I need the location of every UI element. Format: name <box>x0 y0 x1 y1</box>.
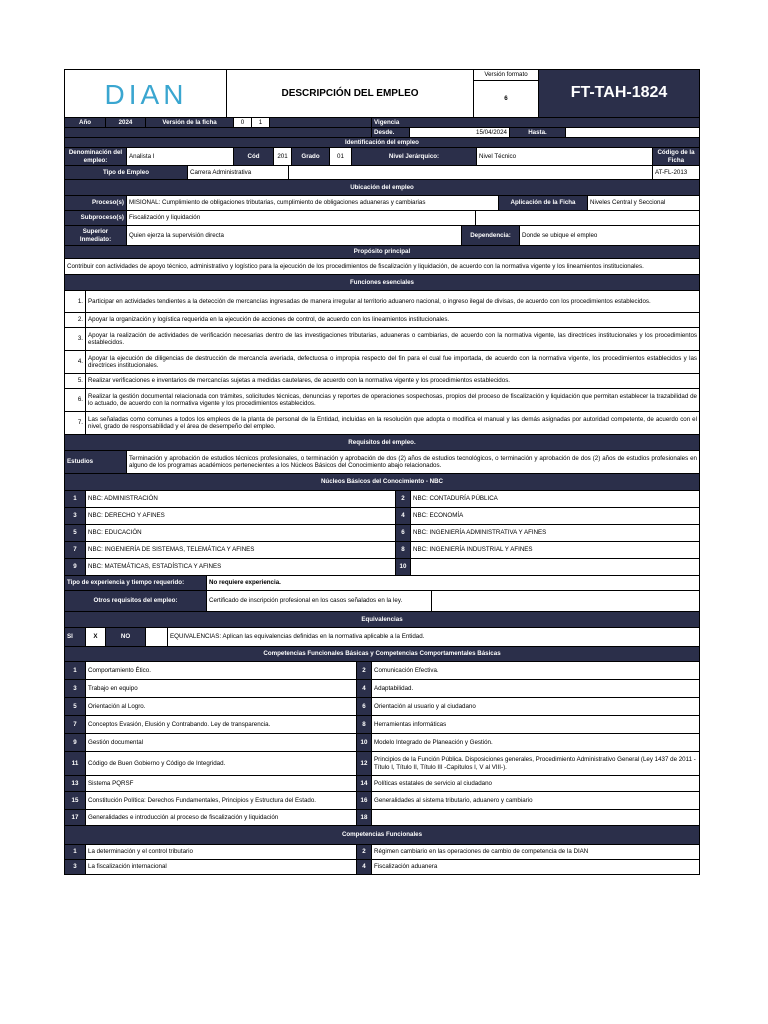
funcion-text: Apoyar la organización y logística requerida en la ejecución de acciones de control, de acuerdo con los lineamientos institucionales. <box>86 313 700 328</box>
grado-value: 01 <box>330 148 352 166</box>
funcion-number: 1. <box>64 291 86 313</box>
otros-row <box>64 591 700 612</box>
competencia-basica-row <box>64 680 700 698</box>
funcion-row <box>64 351 700 374</box>
nbc-band <box>64 474 700 491</box>
competencia-basica-text <box>372 810 700 826</box>
equivalencias-title: Equivalencias <box>64 612 700 628</box>
competencia-funcional-text: La fiscalización internacional <box>86 860 357 875</box>
competencia-funcional-row <box>64 845 700 860</box>
dependencia-label: Dependencia: <box>462 226 520 246</box>
identificacion-row-1 <box>64 148 700 166</box>
version-ficha-1: 1 <box>252 118 270 128</box>
funcion-text: Apoyar la realización de actividades de verificación necesarias dentro de las investigaciones tributarias, aduaneras o cambiarias, de acuerdo con la normativa vigente, las directrices institucionales y los procedimientos establecidos. <box>86 328 700 351</box>
competencia-funcional-text: Fiscalización aduanera <box>372 860 700 875</box>
superior-label: Superior Inmediato: <box>64 226 127 246</box>
cod-label: Cód <box>234 148 274 166</box>
funcion-row <box>64 374 700 389</box>
competencia-basica-number: 17 <box>64 810 86 826</box>
denominacion-value: Analista I <box>127 148 234 166</box>
procesos-value: MISIONAL: Cumplimiento de obligaciones tributarias, cumplimiento de obligaciones aduaneras y cambiarias <box>127 196 499 211</box>
nbc-number: 2 <box>396 491 411 508</box>
no-checkbox[interactable] <box>146 628 168 647</box>
proposito-row <box>64 259 700 275</box>
funcion-number: 5. <box>64 374 86 389</box>
nbc-text: NBC: DERECHO Y AFINES <box>86 508 396 525</box>
logo-cell <box>64 69 227 118</box>
competencias-basicas-list <box>64 662 700 826</box>
competencia-funcional-text: Régimen cambiario en las operaciones de cambio de competencia de la DIAN <box>372 845 700 860</box>
competencia-basica-number: 18 <box>357 810 372 826</box>
funciones-list <box>64 291 700 435</box>
competencia-basica-text: Constitución Política: Derechos Fundamentales, Principios y Estructura del Estado. <box>86 792 357 810</box>
competencia-basica-number: 4 <box>357 680 372 698</box>
competencia-basica-text: Código de Buen Gobierno y Código de Integridad. <box>86 752 357 776</box>
competencia-basica-row <box>64 698 700 716</box>
nbc-number: 4 <box>396 508 411 525</box>
nbc-text: NBC: ECONOMÍA <box>411 508 700 525</box>
competencia-funcional-number: 3 <box>64 860 86 875</box>
no-label: NO <box>106 628 146 647</box>
version-formato-value: 6 <box>474 81 539 118</box>
requisitos-band <box>64 435 700 451</box>
nbc-row <box>64 508 700 525</box>
competencia-funcional-text: La determinación y el control tributario <box>86 845 357 860</box>
subprocesos-value: Fiscalización y liquidación <box>127 211 476 226</box>
nivel-value: Nivel Técnico <box>477 148 653 166</box>
nbc-number: 10 <box>396 559 411 576</box>
competencia-funcional-row <box>64 860 700 875</box>
equivalencias-row <box>64 628 700 647</box>
nbc-text: NBC: INGENIERÍA INDUSTRIAL Y AFINES <box>411 542 700 559</box>
proposito-band <box>64 246 700 259</box>
procesos-label: Proceso(s) <box>64 196 127 211</box>
competencia-basica-row <box>64 792 700 810</box>
competencia-funcional-number: 4 <box>357 860 372 875</box>
cod-value: 201 <box>274 148 292 166</box>
version-formato-label: Versión formato <box>474 69 539 81</box>
nbc-text <box>411 559 700 576</box>
nbc-row <box>64 525 700 542</box>
codigo-ficha-label: Código de la Ficha <box>653 148 700 166</box>
dependencia-value: Donde se ubique el empleo <box>520 226 700 246</box>
info-spacer <box>270 118 372 128</box>
hasta-value <box>566 128 700 138</box>
info-row-1 <box>64 118 700 128</box>
competencias-funcionales-list <box>64 845 700 875</box>
competencia-basica-text: Comunicación Efectiva. <box>372 662 700 680</box>
vigencia-label: Vigencia <box>372 118 700 128</box>
svg-text:DIAN: DIAN <box>104 79 187 108</box>
proposito-title: Propósito principal <box>64 246 700 259</box>
nbc-text: NBC: EDUCACIÓN <box>86 525 396 542</box>
nbc-text: NBC: MATEMÁTICAS, ESTADÍSTICA Y AFINES <box>86 559 396 576</box>
identificacion-band <box>64 138 700 148</box>
funcion-number: 2. <box>64 313 86 328</box>
nbc-list <box>64 491 700 576</box>
nbc-number: 8 <box>396 542 411 559</box>
competencia-basica-number: 10 <box>357 734 372 752</box>
otros-value: Certificado de inscripción profesional en los casos señalados en la ley. <box>207 591 432 612</box>
subprocesos-blank <box>476 211 700 226</box>
nbc-row <box>64 542 700 559</box>
version-formato-block <box>474 69 539 118</box>
funcion-row <box>64 313 700 328</box>
nbc-number: 5 <box>64 525 86 542</box>
form-code: FT-TAH-1824 <box>539 69 700 118</box>
aplicacion-label: Aplicación de la Ficha <box>499 196 588 211</box>
anio-value: 2024 <box>106 118 146 128</box>
ubicacion-title: Ubicación del empleo <box>64 180 700 196</box>
requisitos-title: Requisitos del empleo. <box>64 435 700 451</box>
denominacion-label: Denominación del empleo: <box>64 148 127 166</box>
competencia-basica-text: Principios de la Función Pública. Disposiciones generales, Procedimiento Administrativo General (Ley 1437 de 2011 -Título I, Título II, Título III -Capítulos I, V al VIII-). <box>372 752 700 776</box>
competencia-basica-number: 5 <box>64 698 86 716</box>
nbc-text: NBC: INGENIERÍA DE SISTEMAS, TELEMÁTICA Y AFINES <box>86 542 396 559</box>
competencia-basica-row <box>64 752 700 776</box>
anio-label: Año <box>64 118 106 128</box>
nbc-text: NBC: CONTADURÍA PÚBLICA <box>411 491 700 508</box>
nbc-title: Núcleos Básicos del Conocimiento - NBC <box>64 474 700 491</box>
version-ficha-label: Versión de la ficha <box>146 118 234 128</box>
competencia-funcional-number: 2 <box>357 845 372 860</box>
funcion-number: 4. <box>64 351 86 374</box>
competencia-basica-number: 7 <box>64 716 86 734</box>
funcion-row <box>64 412 700 435</box>
funciones-band <box>64 275 700 291</box>
hasta-label: Hasta. <box>510 128 566 138</box>
funcion-text: Realizar verificaciones e inventarios de mercancías sujetas a medidas cautelares, de acuerdo con la normativa vigente y los procedimientos establecidos. <box>86 374 700 389</box>
nbc-number: 6 <box>396 525 411 542</box>
nbc-text: NBC: INGENIERÍA ADMINISTRATIVA Y AFINES <box>411 525 700 542</box>
competencia-basica-text: Gestión documental <box>86 734 357 752</box>
competencia-basica-number: 11 <box>64 752 86 776</box>
funcion-number: 3. <box>64 328 86 351</box>
otros-label: Otros requisitos del empleo: <box>64 591 207 612</box>
competencia-basica-text: Trabajo en equipo <box>86 680 357 698</box>
nbc-row <box>64 559 700 576</box>
competencia-basica-number: 9 <box>64 734 86 752</box>
nbc-text: NBC: ADMINISTRACIÓN <box>86 491 396 508</box>
desde-label: Desde. <box>372 128 410 138</box>
competencia-funcional-number: 1 <box>64 845 86 860</box>
competencia-basica-number: 8 <box>357 716 372 734</box>
competencia-basica-text: Adaptabilidad. <box>372 680 700 698</box>
nbc-number: 9 <box>64 559 86 576</box>
competencia-basica-row <box>64 734 700 752</box>
nivel-label: Nivel Jerárquico: <box>352 148 477 166</box>
experiencia-value: No requiere experiencia. <box>207 576 700 591</box>
tipo-empleo-value: Carrera Administrativa <box>188 166 289 180</box>
competencias-funcionales-title: Competencias Funcionales <box>64 826 700 845</box>
competencia-basica-row <box>64 716 700 734</box>
estudios-value: Terminación y aprobación de estudios técnicos profesionales, o terminación y aprobación de dos (2) años de estudios tecnológicos, o terminación y aprobación de dos (2) años de estudios profesionales en alguno de los programas académicos pertenecientes a los Núcleos Básicos del Conocimiento abajo relacionados. <box>127 451 700 474</box>
funcion-row <box>64 389 700 412</box>
si-label: SI <box>64 628 86 647</box>
competencia-basica-text: Modelo Integrado de Planeación y Gestión. <box>372 734 700 752</box>
subprocesos-row <box>64 211 700 226</box>
form-title: DESCRIPCIÓN DEL EMPLEO <box>227 69 474 118</box>
experiencia-label: Tipo de experiencia y tiempo requerido: <box>64 576 207 591</box>
funcion-row <box>64 328 700 351</box>
competencia-basica-text: Orientación al Logro. <box>86 698 357 716</box>
job-description-sheet <box>64 69 700 875</box>
aplicacion-value: Niveles Central y Seccional <box>588 196 700 211</box>
funcion-row <box>64 291 700 313</box>
nbc-row <box>64 491 700 508</box>
competencia-basica-text: Políticas estatales de servicio al ciudadano <box>372 776 700 792</box>
equivalencias-band <box>64 612 700 628</box>
codigo-ficha-value: AT-FL-2013 <box>653 166 700 180</box>
competencia-basica-number: 3 <box>64 680 86 698</box>
competencias-basicas-title: Competencias Funcionales Básicas y Competencias Comportamentales Básicas <box>64 647 700 662</box>
nbc-number: 3 <box>64 508 86 525</box>
header-row <box>64 69 700 118</box>
funcion-text: Las señaladas como comunes a todos los empleos de la planta de personal de la Entidad, incluidas en la resolución que adopta o modifica el manual y las demás asignadas por autoridad competente, de acuerdo con el nivel, grado de responsabilidad y el área de desempeño del empleo. <box>86 412 700 435</box>
funcion-number: 6. <box>64 389 86 412</box>
procesos-row <box>64 196 700 211</box>
subprocesos-label: Subproceso(s) <box>64 211 127 226</box>
superior-row <box>64 226 700 246</box>
funcion-text: Participar en actividades tendientes a la detección de mercancías ingresadas de manera irregular al territorio aduanero nacional, o ingreso ilegal de divisas, de acuerdo con los procedimientos establecidos. <box>86 291 700 313</box>
competencia-basica-row <box>64 662 700 680</box>
tipo-empleo-label: Tipo de Empleo <box>64 166 188 180</box>
proposito-text: Contribuir con actividades de apoyo técnico, administrativo y logístico para la ejecución de los procedimientos de fiscalización y liquidación, de acuerdo con la normativa vigente y los lineamientos institucionales. <box>64 259 700 275</box>
funcion-text: Realizar la gestión documental relacionada con trámites, solicitudes técnicas, denuncias y reportes de operaciones sospechosas, propios del proceso de fiscalización y liquidación que permitan establecer la trazabilidad de lo actuado, de acuerdo con la normativa vigente y los procedimientos establecidos. <box>86 389 700 412</box>
competencia-basica-number: 15 <box>64 792 86 810</box>
competencias-funcionales-band <box>64 826 700 845</box>
competencia-basica-number: 16 <box>357 792 372 810</box>
competencia-basica-row <box>64 810 700 826</box>
competencia-basica-number: 12 <box>357 752 372 776</box>
competencia-basica-text: Herramientas informáticas <box>372 716 700 734</box>
equivalencias-text: EQUIVALENCIAS: Aplican las equivalencias definidas en la normativa aplicable a la Entidad. <box>168 628 700 647</box>
nbc-number: 7 <box>64 542 86 559</box>
experiencia-row <box>64 576 700 591</box>
competencia-basica-text: Generalidades e introducción al proceso de fiscalización y liquidación <box>86 810 357 826</box>
superior-value: Quien ejerza la supervisión directa <box>127 226 462 246</box>
competencia-basica-number: 2 <box>357 662 372 680</box>
funcion-number: 7. <box>64 412 86 435</box>
competencia-basica-row <box>64 776 700 792</box>
desde-value: 15/04/2024 <box>410 128 510 138</box>
estudios-row <box>64 451 700 474</box>
competencia-basica-text: Orientación al usuario y al ciudadano <box>372 698 700 716</box>
funciones-title: Funciones esenciales <box>64 275 700 291</box>
tipo-empleo-blank <box>289 166 653 180</box>
competencia-basica-number: 1 <box>64 662 86 680</box>
estudios-label: Estudios <box>64 451 127 474</box>
info-row-2 <box>64 128 700 138</box>
competencia-basica-text: Conceptos Evasión, Elusión y Contrabando. Ley de transparencia. <box>86 716 357 734</box>
dian-logo <box>91 80 201 108</box>
competencias-basicas-band <box>64 647 700 662</box>
funcion-text: Apoyar la ejecución de diligencias de destrucción de mercancía averiada, defectuosa o impropia respecto del fin para el cual fue importada, de acuerdo con la normativa vigente, los procedimientos establecidos y las directrices institucionales. <box>86 351 700 374</box>
competencia-basica-number: 14 <box>357 776 372 792</box>
otros-blank <box>432 591 700 612</box>
competencia-basica-text: Sistema PQRSF <box>86 776 357 792</box>
competencia-basica-text: Comportamiento Ético. <box>86 662 357 680</box>
version-ficha-0: 0 <box>234 118 252 128</box>
grado-label: Grado <box>292 148 330 166</box>
competencia-basica-text: Generalidades al sistema tributario, aduanero y cambiario <box>372 792 700 810</box>
identificacion-row-2 <box>64 166 700 180</box>
competencia-basica-number: 13 <box>64 776 86 792</box>
ubicacion-band <box>64 180 700 196</box>
competencia-basica-number: 6 <box>357 698 372 716</box>
identificacion-title: Identificación del empleo <box>64 138 700 148</box>
info-spacer-2 <box>64 128 372 138</box>
si-checkbox[interactable]: X <box>86 628 106 647</box>
nbc-number: 1 <box>64 491 86 508</box>
